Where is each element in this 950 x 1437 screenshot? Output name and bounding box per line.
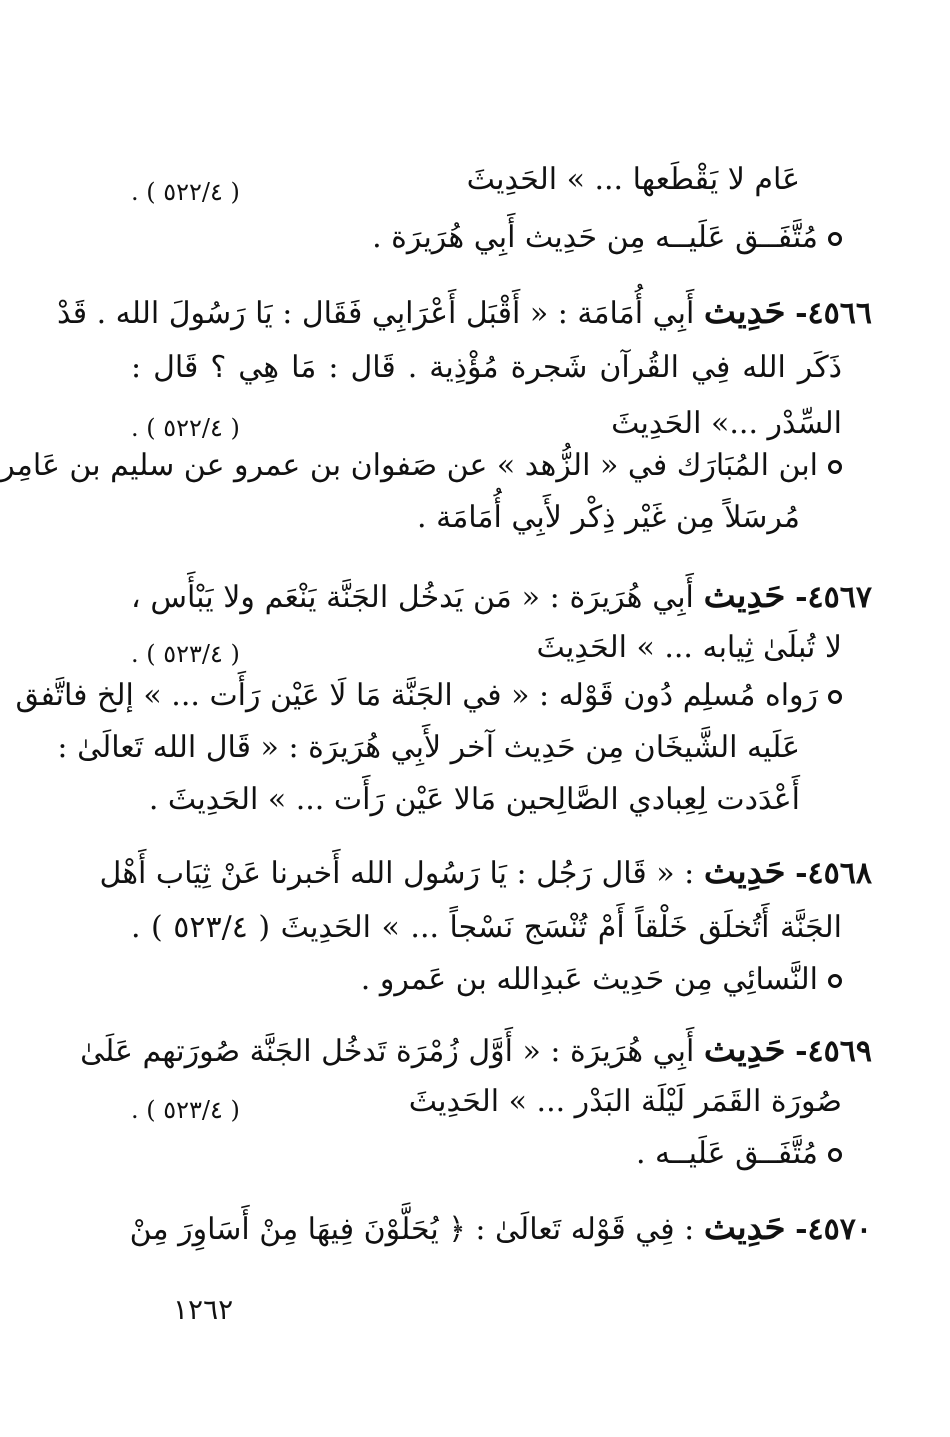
hadith-heading-4570	[131, 1208, 872, 1250]
note-text: رَواه مُسلِم دُون قَوْله : « في الجَنَّة مَا لَا عَيْن رَأَت ... » إلخ فاتَّفق	[15, 678, 818, 713]
hadith-number: ٤٥٦٦-	[795, 296, 872, 331]
circle-bullet-icon	[828, 232, 842, 246]
hadith-number: ٤٥٧٠-	[795, 1212, 872, 1247]
line-text: السِّدْر ...» الحَدِيثَ	[611, 406, 842, 441]
reference: ( ٥٢٣/٤ ) .	[131, 640, 240, 668]
hadith-heading-4567	[131, 576, 872, 618]
hadith-label: حَدِيث	[703, 292, 786, 332]
hadith-number: ٤٥٦٨-	[795, 856, 872, 891]
note-text: ابن المُبَارَك في « الزُّهد » عن صَفوان بن عمرو عن سليم بن عَامِر	[0, 448, 818, 483]
reference: ( ٥٢٣/٤ ) .	[131, 1096, 240, 1124]
text-line	[57, 728, 800, 768]
circle-bullet-icon	[828, 1148, 842, 1162]
hadith-text: : « قَال رَجُل : يَا رَسُول الله أَخبرنا عَنْ ثِيَاب أَهْل	[99, 856, 695, 891]
circle-bullet-icon	[828, 460, 842, 474]
hadith-heading-4568	[99, 852, 872, 894]
circle-bullet-icon	[828, 690, 842, 704]
takhrij-note	[131, 1134, 842, 1174]
line-text: عَلَيه الشَّيخَان مِن حَدِيث آخر لأَبِي هُرَيرَة : « قَال الله تَعالَىٰ :	[57, 730, 800, 765]
hadith-text: أَبِي هُرَيرَة : « أَوَّل زُمْرَة تَدخُل الجَنَّة صُورَتهم عَلَىٰ	[80, 1034, 695, 1069]
hadith-text: أَبِي أُمَامَة : « أَقْبَل أَعْرَابِي فَقَال : يَا رَسُولَ الله . قَدْ	[56, 296, 695, 331]
hadith-text: : فِي قَوْله تَعالَىٰ : ﴿ يُحَلَّوْنَ فِيهَا مِنْ أَسَاوِرَ مِنْ	[129, 1212, 695, 1247]
line-text: صُورَة القَمَر لَيْلَة البَدْر ... » الحَدِيثَ	[408, 1084, 842, 1119]
reference: ( ٥٢٢/٤ ) .	[131, 414, 240, 442]
hadith-text: أَبِي هُرَيرَة : « مَن يَدخُل الجَنَّة يَنْعَم ولا يَبْأَس ،	[131, 580, 694, 615]
takhrij-note	[131, 960, 842, 1000]
text-line	[131, 780, 800, 820]
hadith-label: حَدِيث	[703, 1030, 786, 1070]
note-text: النَّسائِي مِن حَدِيث عَبدِالله بن عَمرو .	[360, 962, 818, 997]
page-number: ١٢٦٢	[173, 1293, 234, 1326]
hadith-number: ٤٥٦٩-	[795, 1034, 872, 1069]
hadith-number: ٤٥٦٧-	[795, 580, 872, 615]
line-text: ذَكَر الله فِي القُرآن شَجرة مُؤْذِية . قَال : مَا هِي ؟ قَال :	[131, 350, 842, 385]
line-text: الجَنَّة أَتُخلَق خَلْقاً أَمْ تُنْسَج نَسْجاً ... » الحَدِيثَ ( ٥٢٣/٤ ) .	[131, 910, 842, 945]
hadith-label: حَدِيث	[703, 576, 786, 616]
text-line	[131, 498, 800, 538]
hadith-label: حَدِيث	[703, 1208, 786, 1248]
hadith-label: حَدِيث	[703, 852, 786, 892]
note-text: مُتَّفَــق عَلَيــه مِن حَدِيث أَبِي هُرَيرَة .	[372, 220, 818, 255]
reference: ( ٥٢٢/٤ ) .	[131, 178, 240, 206]
takhrij-note	[131, 218, 842, 258]
hadith-heading-4566	[56, 292, 872, 334]
line-text: أَعْدَدت لِعِبادي الصَّالِحين مَالا عَيْن رَأَت ... » الحَدِيثَ .	[148, 782, 800, 817]
hadith-heading-4569	[80, 1030, 872, 1072]
line-text: مُرسَلاً مِن غَيْر ذِكْر لأَبِي أُمَامَة .	[417, 500, 800, 535]
line-text: عَام لا يَقْطَعها ... » الحَدِيثَ	[466, 162, 800, 197]
takhrij-note	[15, 676, 842, 716]
line-text: لا تُبلَىٰ ثِيابه ... » الحَدِيثَ	[536, 630, 842, 665]
text-line	[131, 908, 842, 948]
circle-bullet-icon	[828, 974, 842, 988]
note-text: مُتَّفَــق عَلَيــه .	[635, 1136, 818, 1171]
takhrij-note	[0, 446, 842, 486]
text-line	[131, 348, 842, 388]
